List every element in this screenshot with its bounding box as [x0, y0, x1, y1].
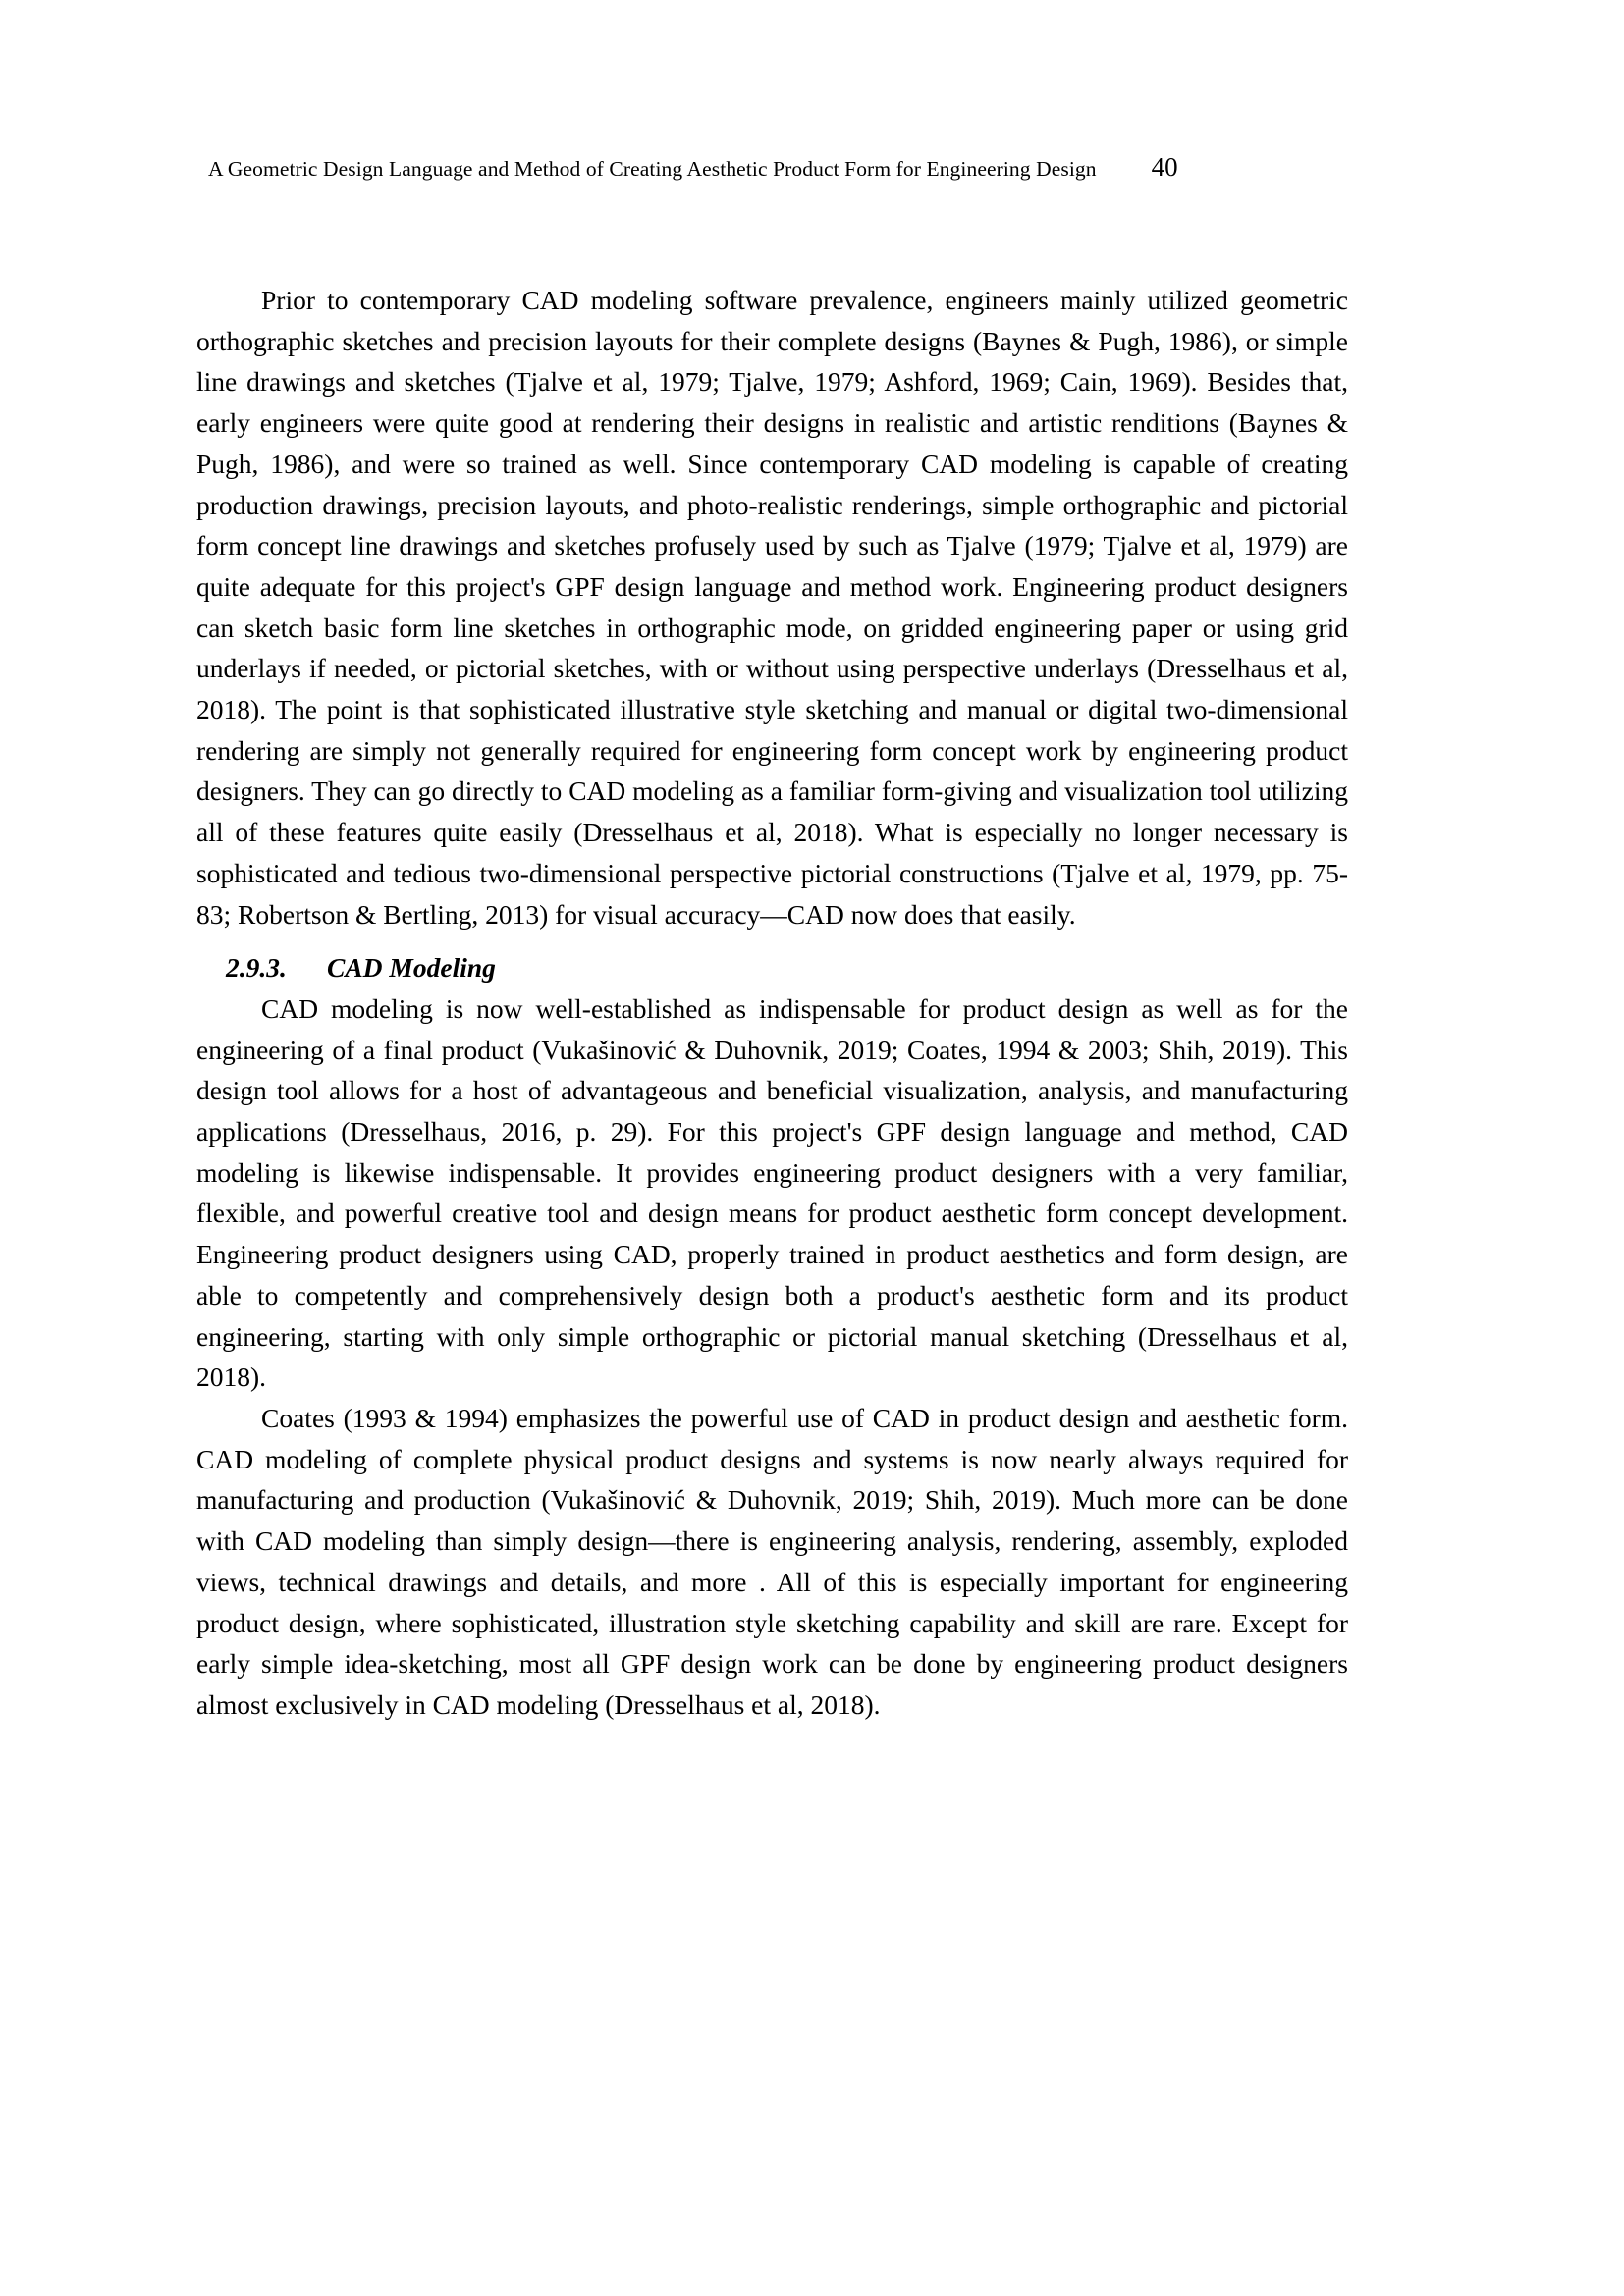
paragraph-prior-cad: Prior to contemporary CAD modeling software prevalence, engineers mainly utilized geometric orthographic sketches and precision layouts for their complete designs (Baynes & Pugh, 1986), or simple line drawings and sketches (Tjalve et al, 1979; Tjalve, 1979; Ashford, 1969; Cain, 1969). Besides that, early engineers were quite good at rendering their designs in realistic and artistic renditions (Baynes & Pugh, 1986), and were so trained as well. Since contemporary CAD modeling is capable of creating production drawings, precision layouts, and photo-realistic renderings, simple orthographic and pictorial form concept line drawings and sketches profusely used by such as Tjalve (1979; Tjalve et al, 1979) are quite adequate for this project's GPF design language and method work. Engineering product designers can sketch basic form line sketches in orthographic mode, on gridded engineering paper or using grid underlays if needed, or pictorial sketches, with or without using perspective underlays (Dresselhaus et al, 2018). The point is that sophisticated illustrative style sketching and manual or digital two-dimensional rendering are simply not generally required for engineering form concept work by engineering product designers. They can go directly to CAD modeling as a familiar form-giving and visualization tool utilizing all of these features quite easily (Dresselhaus et al, 2018). What is especially no longer necessary is sophisticated and tedious two-dimensional perspective pictorial constructions (Tjalve et al, 1979, pp. 75-83; Robertson & Bertling, 2013) for visual accuracy—CAD now does that easily.	[196, 285, 1348, 930]
section-title: CAD Modeling	[327, 952, 496, 984]
paragraph-coates-cad: Coates (1993 & 1994) emphasizes the powerful use of CAD in product design and aesthetic form. CAD modeling of complete physical product designs and systems is now nearly always required for manufacturing and production (Vukašinović & Duhovnik, 2019; Shih, 2019). Much more can be done with CAD modeling than simply design—there is engineering analysis, rendering, assembly, exploded views, technical drawings and details, and more . All of this is especially important for engineering product design, where sophisticated, illustration style sketching capability and skill are rare. Except for early simple idea-sketching, most all GPF design work can be done by engineering product designers almost exclusively in CAD modeling (Dresselhaus et al, 2018).	[196, 1402, 1348, 1720]
page-number: 40	[1151, 152, 1178, 182]
section-heading-cad-modeling	[196, 947, 1348, 988]
page-header	[208, 152, 1367, 183]
page-body	[196, 280, 1348, 1726]
section-number: 2.9.3.	[226, 952, 287, 984]
paragraph-cad-indispensable: CAD modeling is now well-established as indispensable for product design as well as for the engineering of a final product (Vukašinović & Duhovnik, 2019; Coates, 1994 & 2003; Shih, 2019). This design tool allows for a host of advantageous and beneficial visualization, analysis, and manufacturing applications (Dresselhaus, 2016, p. 29). For this project's GPF design language and method, CAD modeling is likewise indispensable. It provides engineering product designers with a very familiar, flexible, and powerful creative tool and design means for product aesthetic form concept development. Engineering product designers using CAD, properly trained in product aesthetics and form design, are able to competently and comprehensively design both a product's aesthetic form and its product engineering, starting with only simple orthographic or pictorial manual sketching (Dresselhaus et al, 2018).	[196, 992, 1348, 1393]
running-title: A Geometric Design Language and Method of Creating Aesthetic Product Form for Engineering Design	[208, 157, 1097, 181]
